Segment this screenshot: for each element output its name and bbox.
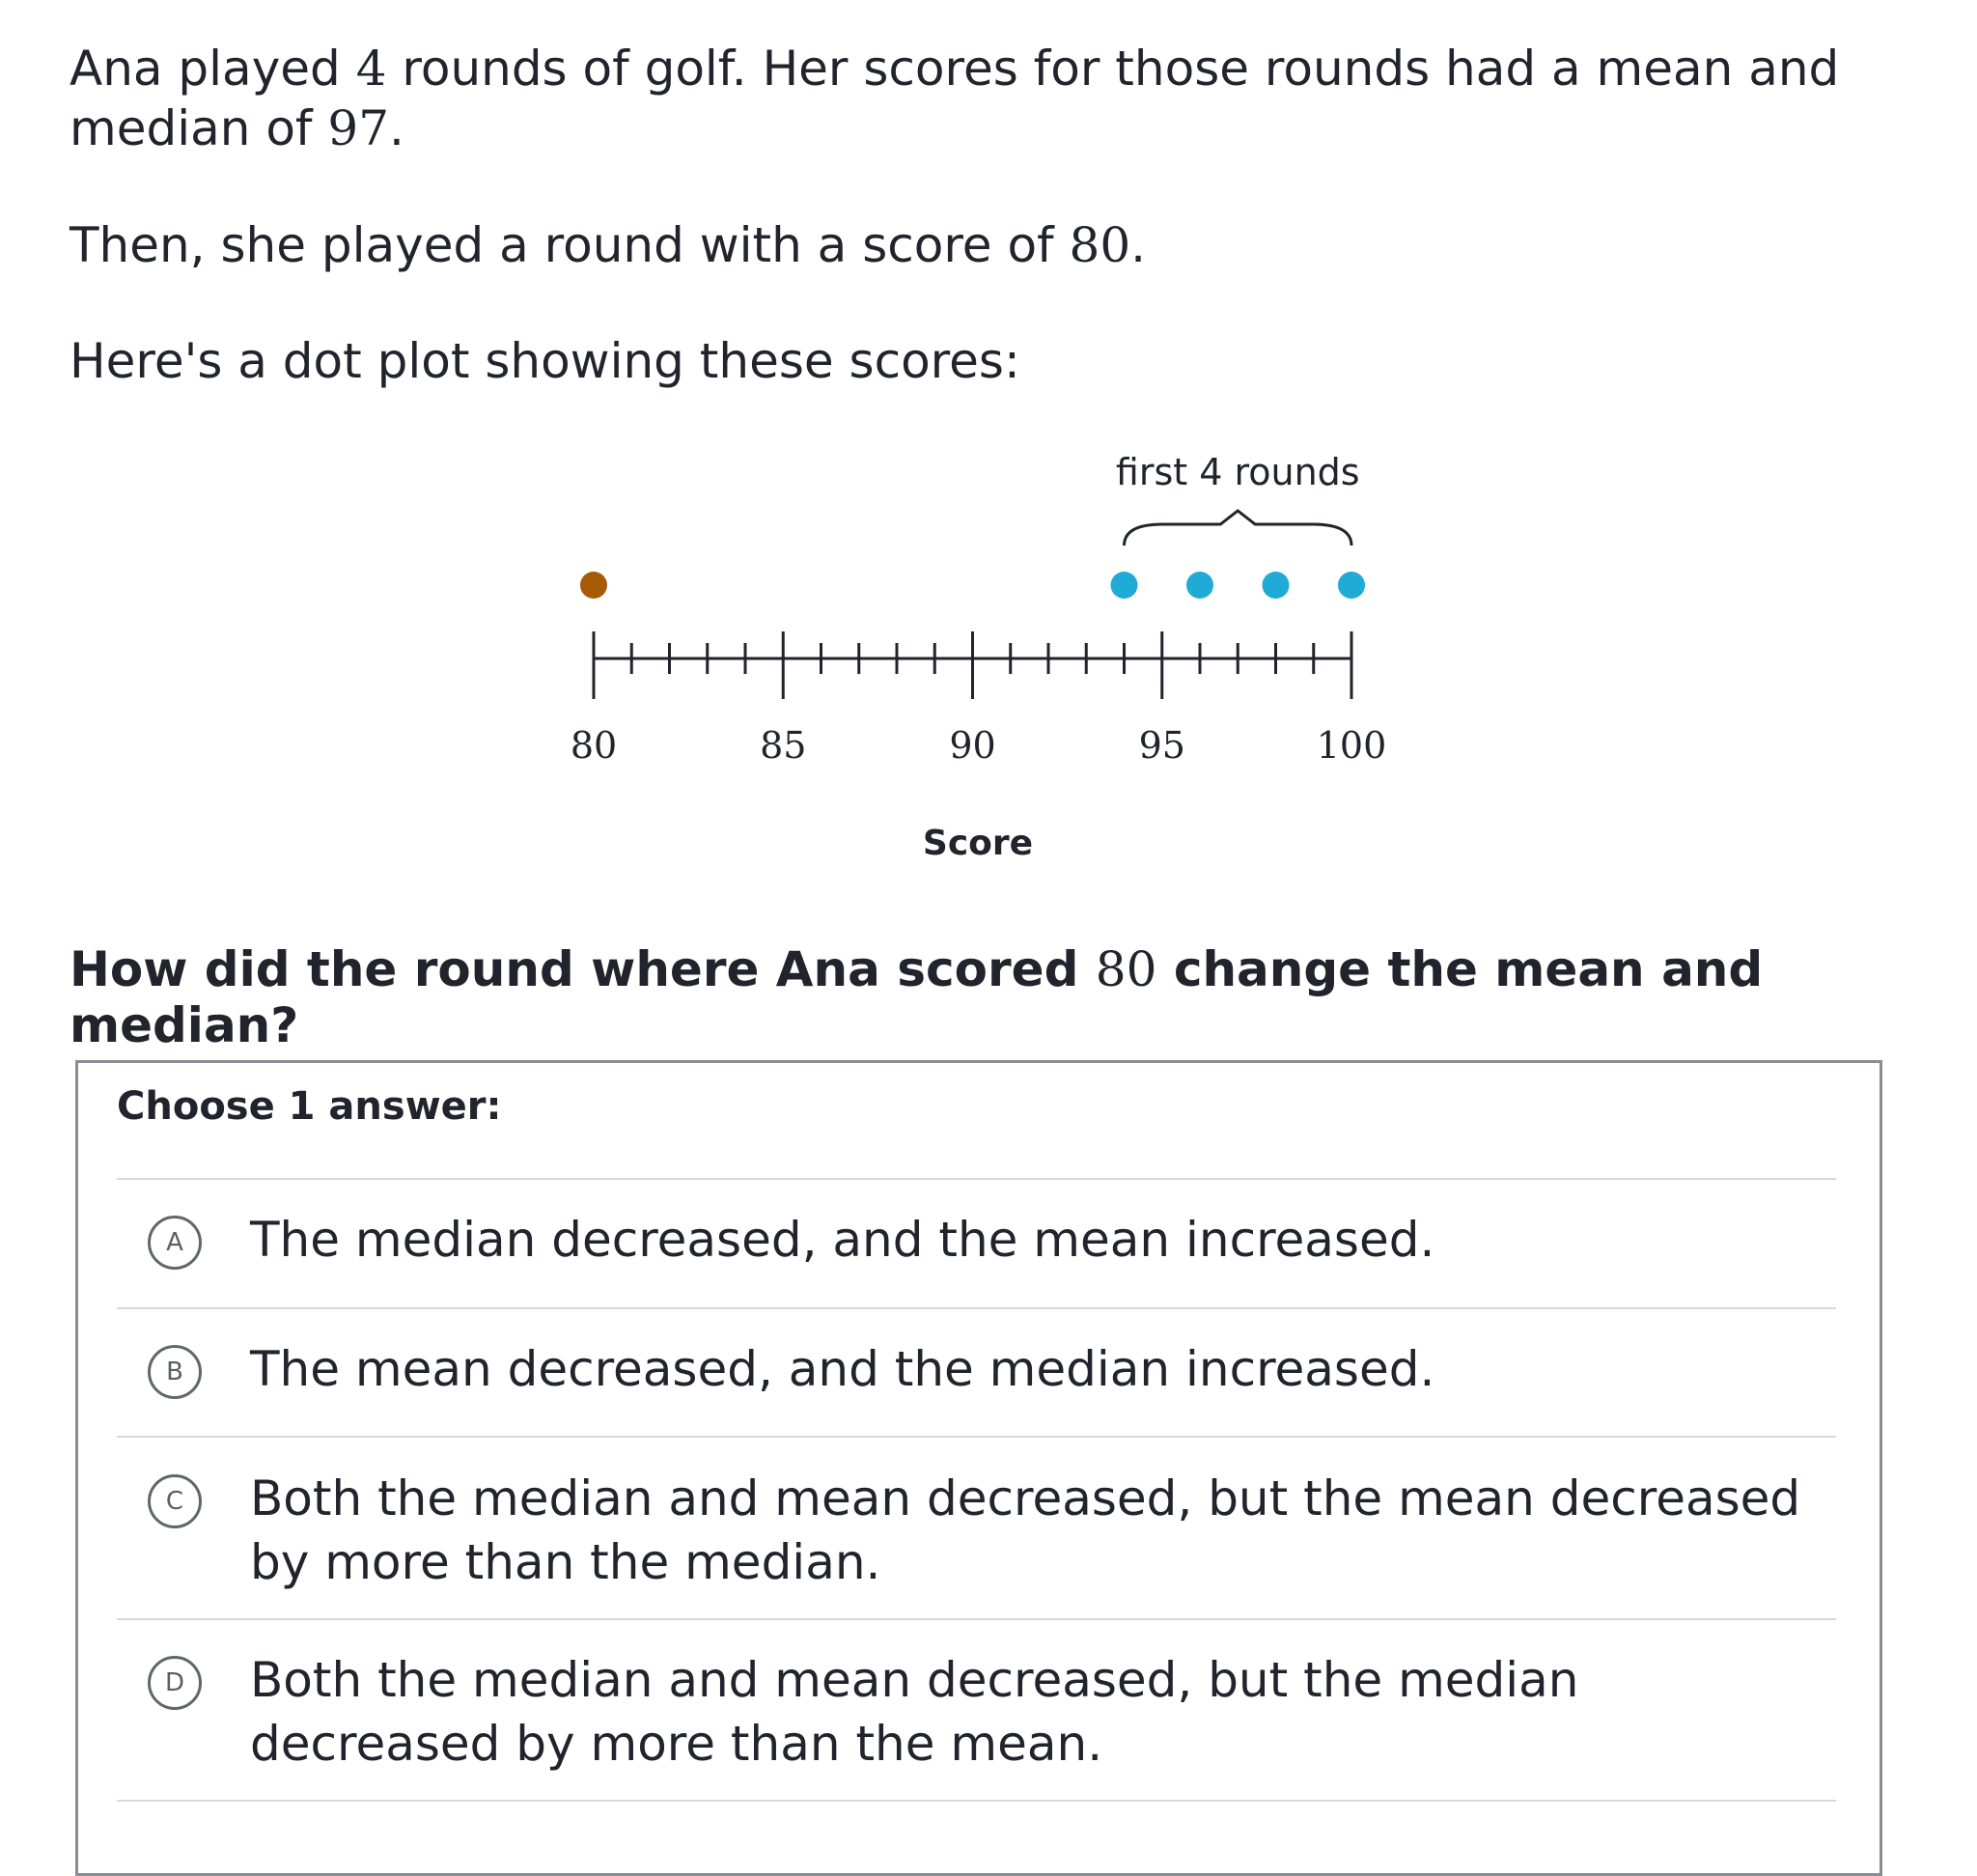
data-point xyxy=(1186,572,1213,599)
answer-choices-panel xyxy=(75,1060,1882,1876)
tick-label: 100 xyxy=(1316,724,1387,767)
problem-paragraph-3: Here's a dot plot showing these scores: xyxy=(70,333,1020,389)
choice-d[interactable] xyxy=(117,1648,1836,1776)
choose-answer-label: Choose 1 answer: xyxy=(117,1084,502,1129)
choice-c[interactable] xyxy=(117,1467,1836,1594)
brace-annotation xyxy=(1125,511,1352,546)
choice-b[interactable] xyxy=(117,1337,1836,1401)
choice-a[interactable] xyxy=(117,1208,1836,1272)
x-axis-label: Score xyxy=(922,824,1034,863)
tick-label: 80 xyxy=(570,724,618,767)
data-point xyxy=(1111,572,1138,599)
tick-label: 95 xyxy=(1138,724,1185,767)
tick-label: 85 xyxy=(760,724,807,767)
data-point xyxy=(580,572,607,599)
choice-a-radio[interactable]: A xyxy=(148,1216,202,1270)
question-text: How did the round where Ana scored 80 change the mean and median? xyxy=(70,941,1764,1053)
problem-paragraph-1: Ana played 4 rounds of golf. Her scores for those rounds had a mean and median of 97. xyxy=(70,41,1840,156)
data-point xyxy=(1263,572,1290,599)
problem-paragraph-2: Then, she played a round with a score of 80. xyxy=(70,217,1147,273)
divider xyxy=(117,1436,1836,1438)
divider xyxy=(117,1618,1836,1620)
annotation-label: first 4 rounds xyxy=(1115,451,1360,493)
dot-plot xyxy=(0,425,1977,888)
choice-d-radio[interactable]: D xyxy=(148,1656,202,1710)
divider xyxy=(117,1307,1836,1309)
choice-d-text: Both the median and mean decreased, but the median decreased by more than the mean. xyxy=(250,1652,1579,1772)
choice-b-text: The mean decreased, and the median increased. xyxy=(250,1341,1435,1397)
tick-label: 90 xyxy=(949,724,996,767)
choice-c-radio[interactable]: C xyxy=(148,1474,202,1528)
divider xyxy=(117,1178,1836,1180)
data-point xyxy=(1338,572,1365,599)
choice-b-radio[interactable]: B xyxy=(148,1345,202,1399)
choice-a-text: The median decreased, and the mean increased. xyxy=(250,1212,1435,1268)
choice-c-text: Both the median and mean decreased, but the mean decreased by more than the median. xyxy=(250,1470,1801,1590)
divider xyxy=(117,1800,1836,1802)
